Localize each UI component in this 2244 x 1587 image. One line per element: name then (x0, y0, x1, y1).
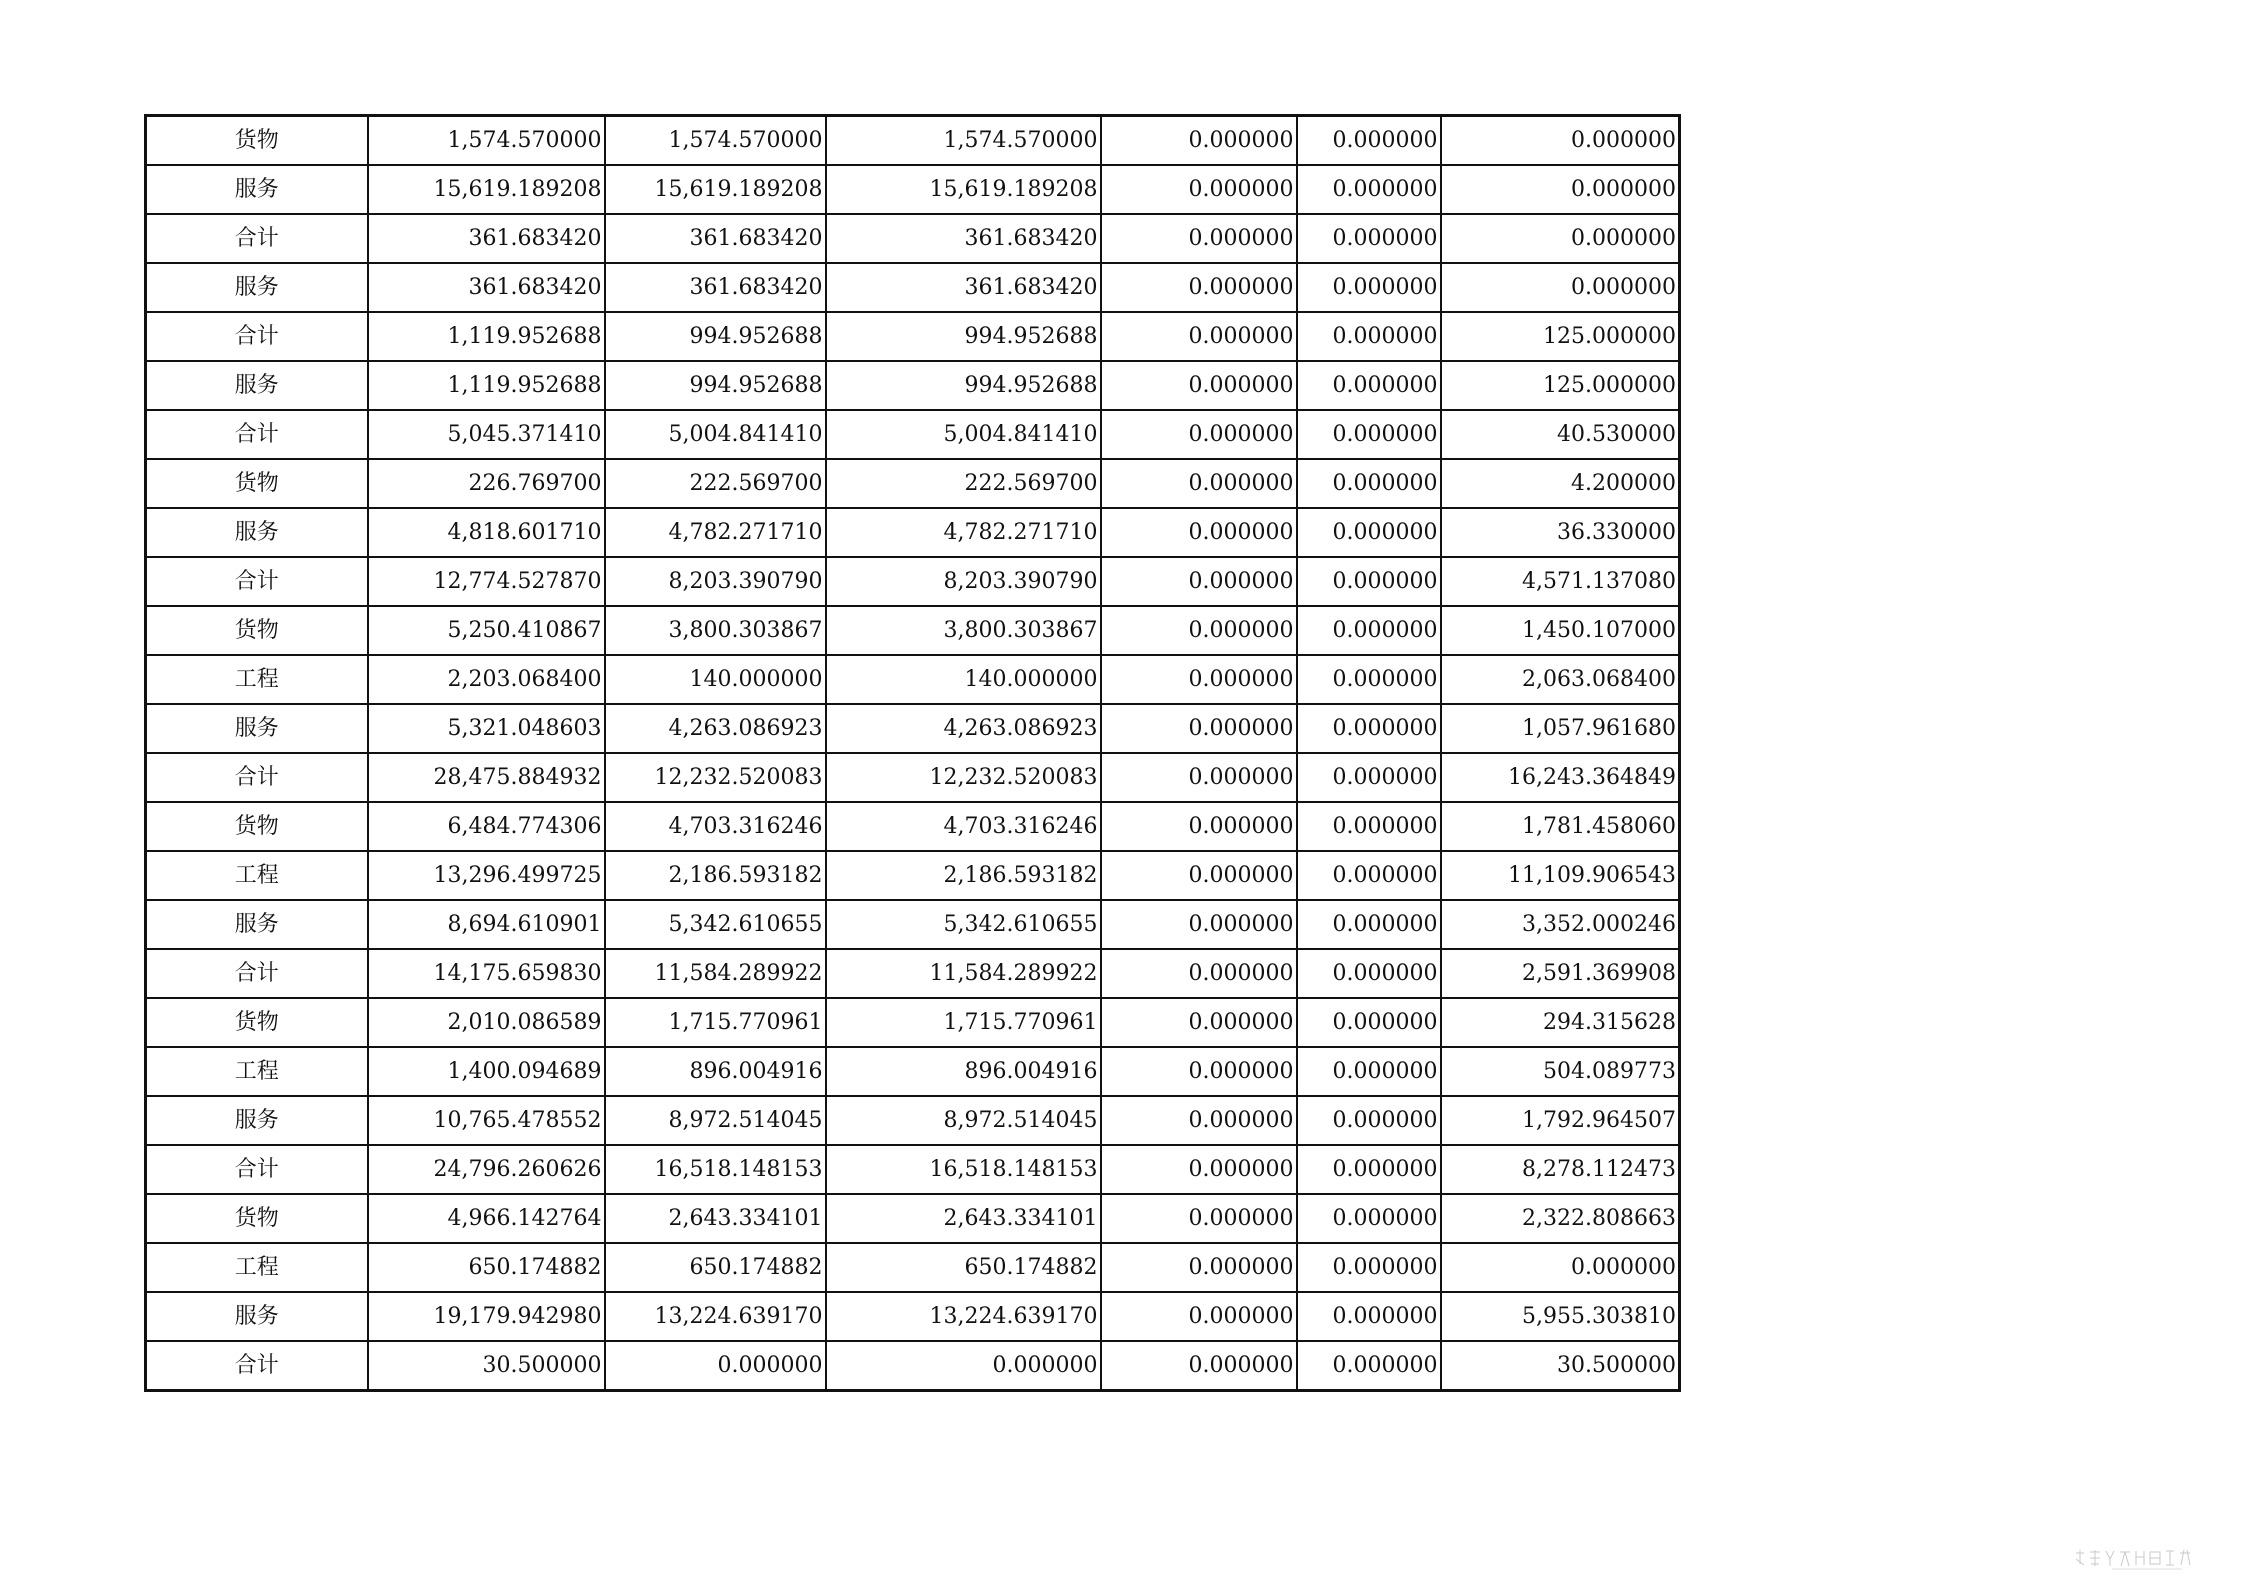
category-cell: 合计 (146, 1145, 368, 1194)
table-row (146, 900, 1680, 949)
amount-cell-col5: 0.000000 (1297, 949, 1441, 998)
category-cell: 合计 (146, 312, 368, 361)
amount-cell-col3: 1,715.770961 (826, 998, 1101, 1047)
amount-cell-col2: 4,263.086923 (605, 704, 826, 753)
amount-cell-col2: 5,342.610655 (605, 900, 826, 949)
amount-cell-col4: 0.000000 (1101, 557, 1297, 606)
amount-cell-col3: 140.000000 (826, 655, 1101, 704)
amount-cell-col4: 0.000000 (1101, 1341, 1297, 1391)
table-row (146, 165, 1680, 214)
amount-cell-col3: 16,518.148153 (826, 1145, 1101, 1194)
amount-cell-col3: 8,203.390790 (826, 557, 1101, 606)
amount-cell-col6: 0.000000 (1441, 1243, 1680, 1292)
amount-cell-col4: 0.000000 (1101, 312, 1297, 361)
amount-cell-col3: 15,619.189208 (826, 165, 1101, 214)
amount-cell-col1: 1,119.952688 (368, 312, 605, 361)
amount-cell-col2: 16,518.148153 (605, 1145, 826, 1194)
amount-cell-col2: 5,004.841410 (605, 410, 826, 459)
amount-cell-col2: 13,224.639170 (605, 1292, 826, 1341)
table-row (146, 508, 1680, 557)
amount-cell-col1: 1,119.952688 (368, 361, 605, 410)
amount-cell-col3: 994.952688 (826, 312, 1101, 361)
category-cell: 工程 (146, 655, 368, 704)
amount-cell-col1: 2,010.086589 (368, 998, 605, 1047)
category-cell: 服务 (146, 1096, 368, 1145)
table-row (146, 1096, 1680, 1145)
amount-cell-col4: 0.000000 (1101, 998, 1297, 1047)
amount-cell-col4: 0.000000 (1101, 263, 1297, 312)
amount-cell-col6: 4,571.137080 (1441, 557, 1680, 606)
amount-cell-col1: 2,203.068400 (368, 655, 605, 704)
amount-cell-col3: 2,643.334101 (826, 1194, 1101, 1243)
amount-cell-col3: 361.683420 (826, 263, 1101, 312)
amount-cell-col6: 125.000000 (1441, 361, 1680, 410)
category-cell: 工程 (146, 1047, 368, 1096)
category-cell: 合计 (146, 410, 368, 459)
amount-cell-col6: 0.000000 (1441, 165, 1680, 214)
amount-cell-col4: 0.000000 (1101, 214, 1297, 263)
amount-cell-col5: 0.000000 (1297, 851, 1441, 900)
amount-cell-col6: 2,591.369908 (1441, 949, 1680, 998)
table-row (146, 361, 1680, 410)
amount-cell-col4: 0.000000 (1101, 410, 1297, 459)
amount-cell-col2: 2,643.334101 (605, 1194, 826, 1243)
amount-cell-col5: 0.000000 (1297, 1292, 1441, 1341)
amount-cell-col4: 0.000000 (1101, 361, 1297, 410)
amount-cell-col3: 1,574.570000 (826, 116, 1101, 166)
amount-cell-col6: 30.500000 (1441, 1341, 1680, 1391)
amount-cell-col4: 0.000000 (1101, 704, 1297, 753)
amount-cell-col2: 994.952688 (605, 312, 826, 361)
amount-cell-col1: 1,400.094689 (368, 1047, 605, 1096)
amount-cell-col6: 8,278.112473 (1441, 1145, 1680, 1194)
amount-cell-col1: 361.683420 (368, 263, 605, 312)
category-cell: 服务 (146, 361, 368, 410)
table-row (146, 802, 1680, 851)
amount-cell-col6: 0.000000 (1441, 116, 1680, 166)
amount-cell-col1: 12,774.527870 (368, 557, 605, 606)
amount-cell-col5: 0.000000 (1297, 998, 1441, 1047)
amount-cell-col6: 504.089773 (1441, 1047, 1680, 1096)
table-row (146, 704, 1680, 753)
amount-cell-col4: 0.000000 (1101, 1145, 1297, 1194)
amount-cell-col1: 13,296.499725 (368, 851, 605, 900)
amount-cell-col4: 0.000000 (1101, 508, 1297, 557)
amount-cell-col5: 0.000000 (1297, 1243, 1441, 1292)
amount-cell-col5: 0.000000 (1297, 900, 1441, 949)
amount-cell-col6: 3,352.000246 (1441, 900, 1680, 949)
category-cell: 服务 (146, 165, 368, 214)
amount-cell-col5: 0.000000 (1297, 116, 1441, 166)
amount-cell-col3: 2,186.593182 (826, 851, 1101, 900)
amount-cell-col5: 0.000000 (1297, 557, 1441, 606)
amount-cell-col6: 2,063.068400 (1441, 655, 1680, 704)
category-cell: 工程 (146, 851, 368, 900)
category-cell: 服务 (146, 704, 368, 753)
table-row (146, 214, 1680, 263)
amount-cell-col5: 0.000000 (1297, 312, 1441, 361)
amount-cell-col5: 0.000000 (1297, 606, 1441, 655)
amount-cell-col5: 0.000000 (1297, 165, 1441, 214)
table-row (146, 1292, 1680, 1341)
category-cell: 工程 (146, 1243, 368, 1292)
amount-cell-col1: 226.769700 (368, 459, 605, 508)
amount-cell-col3: 361.683420 (826, 214, 1101, 263)
amount-cell-col1: 5,250.410867 (368, 606, 605, 655)
amount-cell-col6: 1,792.964507 (1441, 1096, 1680, 1145)
amount-cell-col1: 28,475.884932 (368, 753, 605, 802)
amount-cell-col2: 222.569700 (605, 459, 826, 508)
amount-cell-col6: 4.200000 (1441, 459, 1680, 508)
category-cell: 合计 (146, 214, 368, 263)
amount-cell-col1: 1,574.570000 (368, 116, 605, 166)
amount-cell-col5: 0.000000 (1297, 1194, 1441, 1243)
table-row (146, 655, 1680, 704)
amount-cell-col1: 6,484.774306 (368, 802, 605, 851)
amount-cell-col1: 361.683420 (368, 214, 605, 263)
amount-cell-col6: 1,781.458060 (1441, 802, 1680, 851)
amount-cell-col3: 896.004916 (826, 1047, 1101, 1096)
data-table (144, 114, 1681, 1392)
amount-cell-col5: 0.000000 (1297, 1096, 1441, 1145)
amount-cell-col4: 0.000000 (1101, 802, 1297, 851)
amount-cell-col3: 4,782.271710 (826, 508, 1101, 557)
amount-cell-col6: 0.000000 (1441, 263, 1680, 312)
amount-cell-col4: 0.000000 (1101, 1292, 1297, 1341)
amount-cell-col1: 24,796.260626 (368, 1145, 605, 1194)
amount-cell-col2: 8,203.390790 (605, 557, 826, 606)
amount-cell-col3: 4,703.316246 (826, 802, 1101, 851)
category-cell: 合计 (146, 753, 368, 802)
amount-cell-col2: 650.174882 (605, 1243, 826, 1292)
amount-cell-col5: 0.000000 (1297, 753, 1441, 802)
table-row (146, 557, 1680, 606)
amount-cell-col6: 1,057.961680 (1441, 704, 1680, 753)
amount-cell-col5: 0.000000 (1297, 214, 1441, 263)
amount-cell-col5: 0.000000 (1297, 263, 1441, 312)
category-cell: 合计 (146, 949, 368, 998)
table-row (146, 1243, 1680, 1292)
amount-cell-col1: 5,321.048603 (368, 704, 605, 753)
amount-cell-col4: 0.000000 (1101, 1194, 1297, 1243)
amount-cell-col6: 40.530000 (1441, 410, 1680, 459)
amount-cell-col6: 2,322.808663 (1441, 1194, 1680, 1243)
amount-cell-col2: 361.683420 (605, 214, 826, 263)
amount-cell-col1: 4,966.142764 (368, 1194, 605, 1243)
amount-cell-col1: 5,045.371410 (368, 410, 605, 459)
amount-cell-col4: 0.000000 (1101, 459, 1297, 508)
amount-cell-col2: 0.000000 (605, 1341, 826, 1391)
amount-cell-col5: 0.000000 (1297, 655, 1441, 704)
amount-cell-col4: 0.000000 (1101, 949, 1297, 998)
amount-cell-col6: 1,450.107000 (1441, 606, 1680, 655)
category-cell: 服务 (146, 1292, 368, 1341)
amount-cell-col4: 0.000000 (1101, 116, 1297, 166)
table-row (146, 263, 1680, 312)
category-cell: 合计 (146, 1341, 368, 1391)
amount-cell-col3: 650.174882 (826, 1243, 1101, 1292)
amount-cell-col3: 994.952688 (826, 361, 1101, 410)
amount-cell-col5: 0.000000 (1297, 1341, 1441, 1391)
amount-cell-col1: 650.174882 (368, 1243, 605, 1292)
category-cell: 货物 (146, 116, 368, 166)
amount-cell-col4: 0.000000 (1101, 900, 1297, 949)
table-row (146, 312, 1680, 361)
amount-cell-col2: 896.004916 (605, 1047, 826, 1096)
amount-cell-col4: 0.000000 (1101, 606, 1297, 655)
amount-cell-col6: 5,955.303810 (1441, 1292, 1680, 1341)
amount-cell-col2: 15,619.189208 (605, 165, 826, 214)
amount-cell-col2: 2,186.593182 (605, 851, 826, 900)
amount-cell-col2: 4,703.316246 (605, 802, 826, 851)
amount-cell-col3: 12,232.520083 (826, 753, 1101, 802)
amount-cell-col6: 16,243.364849 (1441, 753, 1680, 802)
category-cell: 合计 (146, 557, 368, 606)
amount-cell-col5: 0.000000 (1297, 361, 1441, 410)
amount-cell-col2: 3,800.303867 (605, 606, 826, 655)
amount-cell-col6: 11,109.906543 (1441, 851, 1680, 900)
table-row (146, 116, 1680, 166)
amount-cell-col5: 0.000000 (1297, 508, 1441, 557)
amount-cell-col3: 13,224.639170 (826, 1292, 1101, 1341)
amount-cell-col1: 30.500000 (368, 1341, 605, 1391)
amount-cell-col2: 8,972.514045 (605, 1096, 826, 1145)
amount-cell-col4: 0.000000 (1101, 1243, 1297, 1292)
amount-cell-col3: 0.000000 (826, 1341, 1101, 1391)
watermark-icon (2072, 1547, 2222, 1571)
category-cell: 货物 (146, 998, 368, 1047)
amount-cell-col2: 4,782.271710 (605, 508, 826, 557)
table-row (146, 753, 1680, 802)
amount-cell-col2: 1,574.570000 (605, 116, 826, 166)
category-cell: 服务 (146, 263, 368, 312)
table-row (146, 1047, 1680, 1096)
table-body (146, 116, 1680, 1391)
amount-cell-col5: 0.000000 (1297, 1047, 1441, 1096)
amount-cell-col1: 19,179.942980 (368, 1292, 605, 1341)
amount-cell-col5: 0.000000 (1297, 802, 1441, 851)
category-cell: 货物 (146, 802, 368, 851)
table-row (146, 459, 1680, 508)
amount-cell-col3: 4,263.086923 (826, 704, 1101, 753)
category-cell: 货物 (146, 606, 368, 655)
category-cell: 服务 (146, 900, 368, 949)
amount-cell-col2: 361.683420 (605, 263, 826, 312)
amount-cell-col5: 0.000000 (1297, 1145, 1441, 1194)
amount-cell-col1: 4,818.601710 (368, 508, 605, 557)
amount-cell-col5: 0.000000 (1297, 459, 1441, 508)
category-cell: 服务 (146, 508, 368, 557)
amount-cell-col4: 0.000000 (1101, 1047, 1297, 1096)
amount-cell-col1: 14,175.659830 (368, 949, 605, 998)
amount-cell-col3: 11,584.289922 (826, 949, 1101, 998)
amount-cell-col2: 11,584.289922 (605, 949, 826, 998)
amount-cell-col1: 10,765.478552 (368, 1096, 605, 1145)
amount-cell-col6: 125.000000 (1441, 312, 1680, 361)
category-cell: 货物 (146, 459, 368, 508)
amount-cell-col4: 0.000000 (1101, 1096, 1297, 1145)
amount-cell-col5: 0.000000 (1297, 704, 1441, 753)
table-row (146, 851, 1680, 900)
amount-cell-col3: 8,972.514045 (826, 1096, 1101, 1145)
table-row (146, 410, 1680, 459)
table-row (146, 1194, 1680, 1243)
table-row (146, 606, 1680, 655)
table-row (146, 998, 1680, 1047)
table-row (146, 1341, 1680, 1391)
amount-cell-col5: 0.000000 (1297, 410, 1441, 459)
amount-cell-col2: 12,232.520083 (605, 753, 826, 802)
amount-cell-col3: 5,342.610655 (826, 900, 1101, 949)
amount-cell-col6: 294.315628 (1441, 998, 1680, 1047)
table-row (146, 1145, 1680, 1194)
amount-cell-col2: 140.000000 (605, 655, 826, 704)
amount-cell-col2: 1,715.770961 (605, 998, 826, 1047)
amount-cell-col3: 3,800.303867 (826, 606, 1101, 655)
amount-cell-col4: 0.000000 (1101, 851, 1297, 900)
amount-cell-col3: 5,004.841410 (826, 410, 1101, 459)
amount-cell-col3: 222.569700 (826, 459, 1101, 508)
amount-cell-col4: 0.000000 (1101, 165, 1297, 214)
table-row (146, 949, 1680, 998)
amount-cell-col1: 15,619.189208 (368, 165, 605, 214)
category-cell: 货物 (146, 1194, 368, 1243)
amount-cell-col6: 36.330000 (1441, 508, 1680, 557)
amount-cell-col4: 0.000000 (1101, 753, 1297, 802)
amount-cell-col4: 0.000000 (1101, 655, 1297, 704)
amount-cell-col1: 8,694.610901 (368, 900, 605, 949)
amount-cell-col6: 0.000000 (1441, 214, 1680, 263)
amount-cell-col2: 994.952688 (605, 361, 826, 410)
